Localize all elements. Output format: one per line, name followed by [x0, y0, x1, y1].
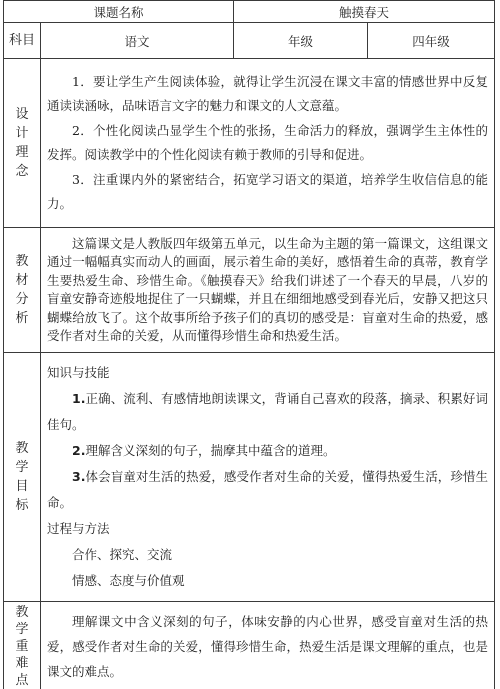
knowledge-title: 知识与技能 — [47, 365, 110, 380]
goals-label-cell — [4, 353, 41, 602]
key-label-cell — [4, 602, 41, 689]
topic-value: 触摸春天 — [234, 1, 495, 23]
subject-value: 语文 — [41, 23, 234, 59]
topic-row — [4, 1, 495, 23]
key-points-section — [4, 602, 495, 689]
analysis-content-cell — [41, 228, 495, 353]
lesson-plan-table — [3, 0, 495, 689]
analysis-label-cell — [4, 228, 41, 353]
design-item-2: 2．个性化阅读凸显学生个性的张扬，生命活力的释放，强调学生主体性的发挥。阅读教学中的个性化阅读有赖于教师的引导和促进。 — [47, 122, 489, 162]
goal-2: 2.理解含义深刻的句子，揣摩其中蕴含的道理。 — [72, 443, 336, 458]
analysis-content — [41, 233, 494, 348]
subject-row — [4, 23, 495, 59]
design-item-1: 1．要让学生产生阅读体验，就得让学生沉浸在课文丰富的情感世界中反复通读读涵咏，品味语言文字的魅力和课文的人文意蕴。 — [47, 73, 489, 113]
design-content — [41, 68, 494, 219]
analysis-section — [4, 228, 495, 353]
key-label: 教 学 重 难 点 — [15, 604, 29, 688]
goals-section — [4, 353, 495, 602]
grade-label: 年级 — [234, 23, 368, 59]
key-content-cell — [41, 602, 495, 689]
goals-content-cell — [41, 353, 495, 602]
goal-3: 3.体会盲童对生活的热爱，感受作者对生命的关爱，懂得热爱生活，珍惜生命。 — [47, 469, 489, 510]
emotion-text: 情感、态度与价值观 — [72, 573, 185, 588]
process-title: 过程与方法 — [47, 521, 110, 536]
analysis-text: 这篇课文是人教版四年级第五单元，以生命为主题的第一篇课文，这组课文通过一幅幅真实而动人的画面，展示着生命的美好，感悟着生命的真蒂，教育学生要热爱生命、珍惜生命。《触摸春天》给我们讲述了一个春天的早晨，八岁的盲童安静奇迹般地捉住了一只蝴蝶，并且在细细地感受到春光后，安静又把这只蝴蝶给放飞了。这个故事所给予孩子们的真切的感受是：盲童对生命的热爱，感受作者对生命的关爱，从而懂得珍惜生命和热爱生活。 — [47, 235, 489, 343]
design-label-cell — [4, 59, 41, 228]
key-content — [41, 607, 494, 686]
design-content-cell — [41, 59, 495, 228]
goals-label: 教 学 目 标 — [15, 441, 29, 513]
design-section — [4, 59, 495, 228]
goal-1: 1.正确、流利、有感情地朗读课文，背诵自己喜欢的段落，摘录、积累好词佳句。 — [47, 391, 489, 432]
grade-value: 四年级 — [368, 23, 495, 59]
goals-content — [41, 358, 494, 596]
key-text: 理解课文中含义深刻的句子，体味安静的内心世界，感受盲童对生活的热爱，感受作者对生命的关爱，懂得珍惜生命，热爱生活是课文理解的重点，也是课文的难点。 — [47, 613, 489, 679]
subject-label-cell — [4, 23, 41, 59]
process-text: 合作、探究、交流 — [72, 547, 173, 562]
design-item-3: 3．注重课内外的紧密结合，拓宽学习语文的渠道，培养学生收信信息的能力。 — [47, 171, 489, 211]
analysis-label: 教 材 分 析 — [15, 254, 29, 326]
design-label: 设 计 理 念 — [15, 107, 29, 179]
topic-label: 课题名称 — [4, 1, 234, 23]
subject-label: 科目 — [9, 32, 36, 48]
